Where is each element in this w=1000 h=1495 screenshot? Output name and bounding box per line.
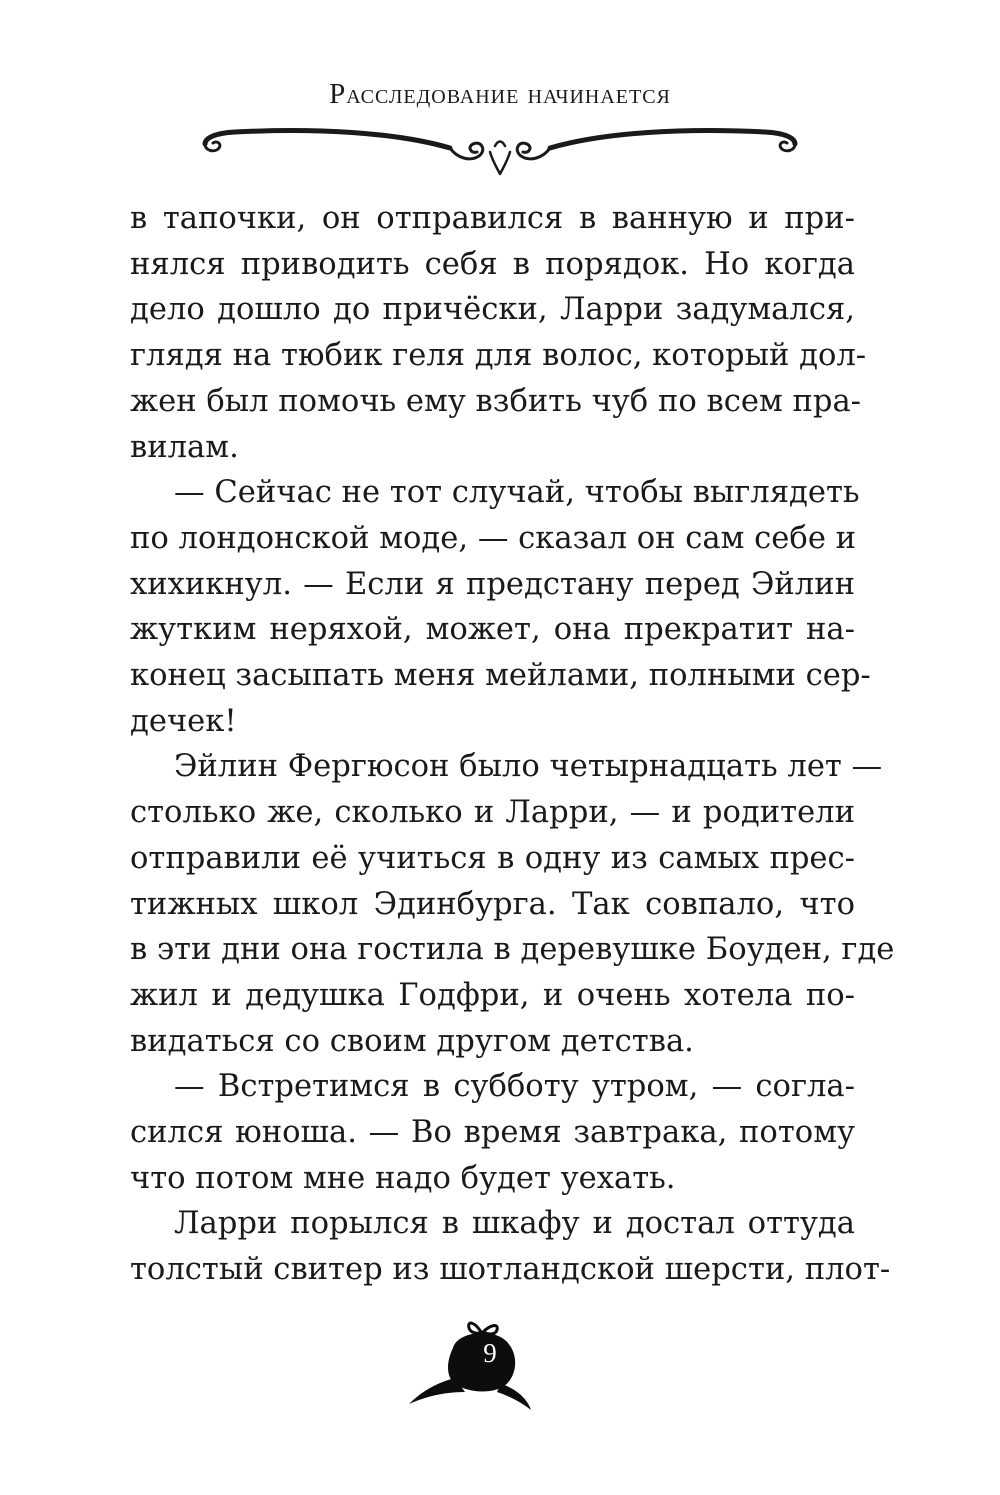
- text-line: столько же, сколько и Ларри, — и родители: [130, 795, 855, 831]
- scroll-divider-ornament: [195, 118, 805, 180]
- text-line: вилам.: [130, 429, 239, 465]
- text-line: Эйлин Фергюсон было четырнадцать лет —: [174, 749, 883, 785]
- paragraph: [130, 1064, 855, 1201]
- text-line: в эти дни она гостила в деревушке Боуден, где: [130, 932, 895, 968]
- paragraph: [130, 744, 895, 1064]
- paragraph: [130, 1201, 891, 1292]
- text-line: конец засыпать меня мейлами, полными сер-: [130, 658, 871, 694]
- text-line: по лондонской моде, — сказал он сам себе и: [130, 520, 857, 556]
- paragraph: [130, 470, 871, 744]
- text-line: тижных школ Эдинбурга. Так совпало, что: [130, 886, 855, 922]
- paragraph: [130, 196, 867, 470]
- text-line: в тапочки, он отправился в ванную и при-: [130, 201, 855, 236]
- text-line: — Сейчас не тот случай, чтобы выглядеть: [174, 475, 860, 511]
- running-head: Расследование начинается: [329, 78, 671, 110]
- text-line: что потом мне надо будет уехать.: [130, 1160, 676, 1196]
- text-line: глядя на тюбик геля для волос, который дол-: [130, 338, 867, 374]
- text-line: толстый свитер из шотландской шерсти, плот-: [130, 1252, 891, 1288]
- text-line: жен был помочь ему взбить чуб по всем пра-: [130, 383, 862, 419]
- text-line: жил и дедушка Годфри, и очень хотела по-: [130, 977, 855, 1013]
- text-line: отправили её учиться в одну из самых прес-: [130, 840, 855, 876]
- text-line: дечек!: [130, 703, 237, 739]
- text-line: дело дошло до причёски, Ларри задумался,: [130, 292, 855, 328]
- text-line: Ларри порылся в шкафу и достал оттуда: [174, 1206, 855, 1242]
- text-line: — Встретимся в субботу утром, — согла-: [174, 1069, 855, 1105]
- text-line: хихикнул. — Если я предстану перед Эйлин: [130, 566, 855, 602]
- text-line: сился юноша. — Во время завтрака, потому: [130, 1115, 855, 1151]
- text-line: видаться со своим другом детства.: [130, 1023, 694, 1059]
- page-number: 9: [483, 1338, 497, 1368]
- body-text: [130, 196, 895, 1293]
- text-line: нялся приводить себя в порядок. Но когда: [130, 246, 855, 282]
- text-line: жутким неряхой, может, она прекратит на-: [130, 612, 855, 648]
